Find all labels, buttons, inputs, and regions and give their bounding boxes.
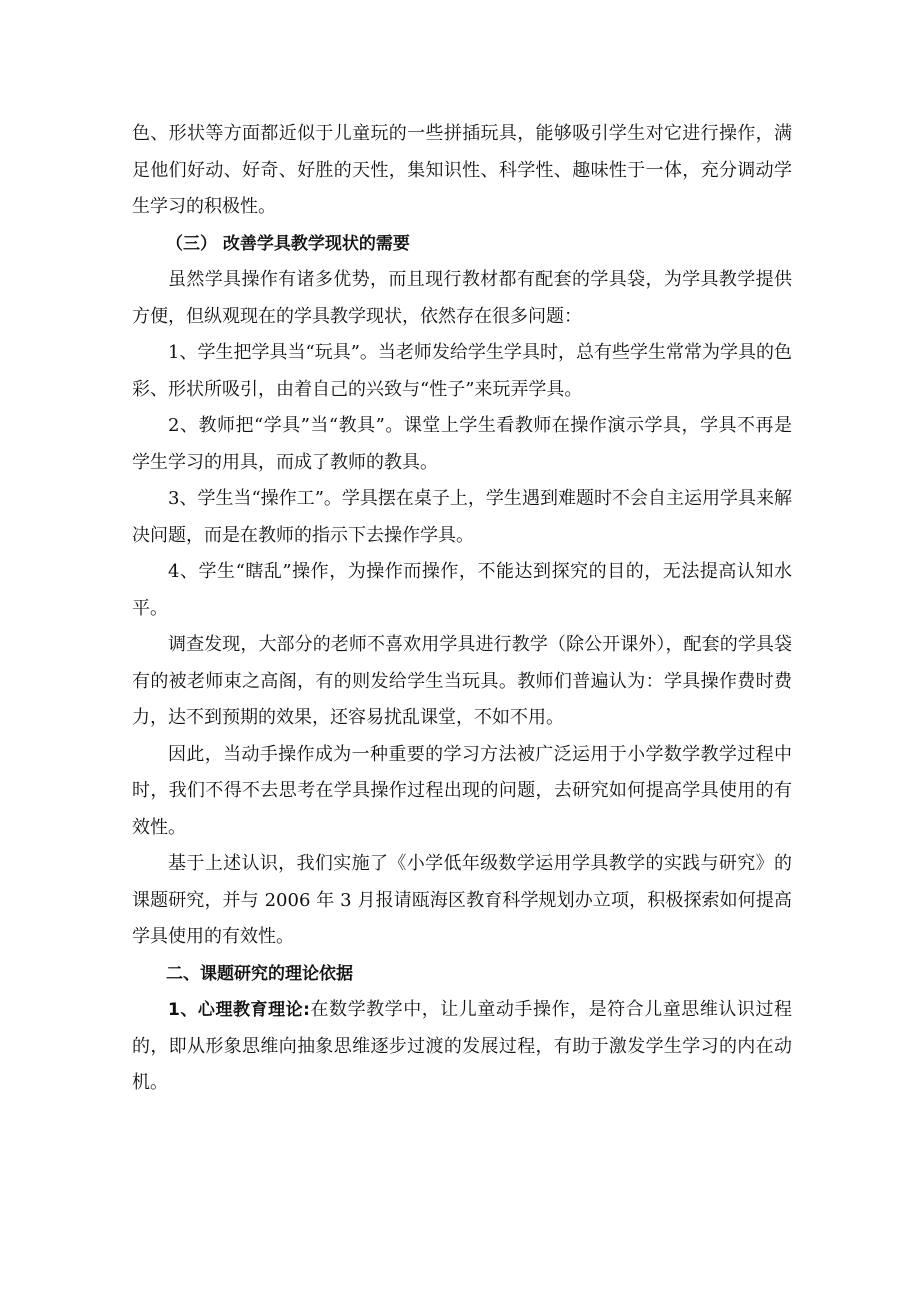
paragraph-advantages: 虽然学具操作有诸多优势，而且现行教材都有配套的学具袋，为学具教学提供方便，但纵观现在的学具教学现状，依然存在很多问题： bbox=[132, 269, 792, 327]
paragraph-project: 基于上述认识，我们实施了《小学低年级数学运用学具教学的实践与研究》的课题研究，并与 2006 年 3 月报请瓯海区教育科学规划办立项，积极探索如何提高学具使用的有效性。 bbox=[132, 853, 792, 947]
list-item-3: 3、学生当“操作工”。学具摆在桌子上，学生遇到难题时不会自主运用学具来解决问题，而是在教师的指示下去操作学具。 bbox=[132, 488, 792, 546]
theory-lead-label: 1、心理教育理论: bbox=[168, 1000, 310, 1020]
paragraph-survey: 调查发现，大部分的老师不喜欢用学具进行教学（除公开课外），配套的学具袋有的被老师束之高阁，有的则发给学生当玩具。教师们普遍认为：学具操作费时费力，达不到预期的效果，还容易扰乱课堂，不如不用。 bbox=[132, 634, 792, 728]
paragraph-continuation: 色、形状等方面都近似于儿童玩的一些拼插玩具，能够吸引学生对它进行操作，满足他们好动、好奇、好胜的天性，集知识性、科学性、趣味性于一体，充分调动学生学习的积极性。 bbox=[132, 123, 792, 217]
section-heading-three: （三） 改善学具教学现状的需要 bbox=[166, 233, 410, 254]
section-heading-two: 二、课题研究的理论依据 bbox=[166, 963, 353, 984]
list-item-1: 1、学生把学具当“玩具”。当老师发给学生学具时，总有些学生常常为学具的色彩、形状所吸引，由着自己的兴致与“性子”来玩弄学具。 bbox=[132, 342, 792, 400]
list-item-2: 2、教师把“学具”当“教具”。课堂上学生看教师在操作演示学具，学具不再是学生学习的用具，而成了教师的教具。 bbox=[132, 415, 792, 473]
list-item-4: 4、学生“瞎乱”操作，为操作而操作，不能达到探究的目的，无法提高认知水平。 bbox=[132, 561, 792, 619]
theory-body-text: 在数学教学中，让儿童动手操作，是符合儿童思维认识过程的，即从形象思维向抽象思维逐步过渡的发展过程，有助于激发学生学习的内在动机。 bbox=[132, 999, 792, 1093]
paragraph-psychology-theory bbox=[132, 992, 792, 1102]
paragraph-therefore: 因此，当动手操作成为一种重要的学习方法被广泛运用于小学数学教学过程中时，我们不得不去思考在学具操作过程出现的问题，去研究如何提高学具使用的有效性。 bbox=[132, 743, 792, 838]
document-body bbox=[132, 116, 792, 1102]
